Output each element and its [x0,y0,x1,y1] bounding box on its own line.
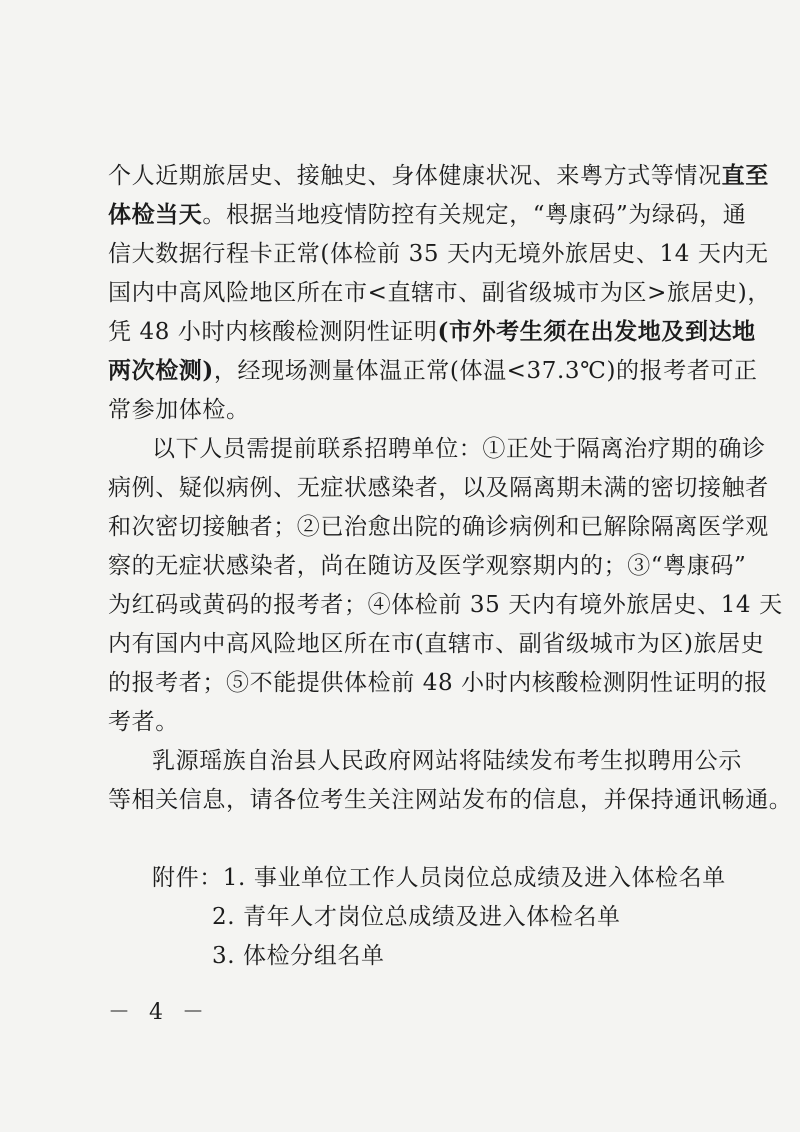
attachment-1: 附件：1. 事业单位工作人员岗位总成绩及进入体检名单 [152,865,726,891]
attachment-3: 3. 体检分组名单 [212,943,385,969]
p2-line-8: 考者。 [108,709,179,735]
p1-line-6-bold: 两次检测) [108,357,214,384]
p2-line-2: 病例、疑似病例、无症状感染者，以及隔离期未满的密切接触者 [108,475,769,501]
p2-line-6: 内有国内中高风险地区所在市(直辖市、副省级城市为区)旅居史 [108,631,765,657]
p1-line-5-text: 凭 48 小时内核酸检测阴性证明 [108,319,438,345]
page-number: － 4 － [108,1000,210,1025]
p1-line-4: 国内中高风险地区所在市<直辖市、副省级城市为区>旅居史)， [108,280,771,306]
p1-line-2 [108,199,747,231]
p1-line-1 [108,160,769,192]
p1-line-5 [108,316,756,348]
p1-line-1-bold: 直至 [721,162,769,189]
p2-line-5: 为红码或黄码的报考者；④体检前 35 天内有境外旅居史、14 天 [108,592,783,618]
p2-line-1: 以下人员需提前联系招聘单位：①正处于隔离治疗期的确诊 [152,436,766,462]
attachment-2: 2. 青年人才岗位总成绩及进入体检名单 [212,904,621,930]
p1-line-3: 信大数据行程卡正常(体检前 35 天内无境外旅居史、14 天内无 [108,241,769,267]
p1-line-1-text: 个人近期旅居史、接触史、身体健康状况、来粤方式等情况 [108,163,722,189]
p1-line-2-bold: 体检当天 [108,201,203,228]
p1-line-7: 常参加体检。 [108,397,250,423]
p2-line-3: 和次密切接触者；②已治愈出院的确诊病例和已解除隔离医学观 [108,514,769,540]
p2-line-7: 的报考者；⑤不能提供体检前 48 小时内核酸检测阴性证明的报 [108,670,768,696]
p3-line-2: 等相关信息，请各位考生关注网站发布的信息，并保持通讯畅通。 [108,787,793,813]
p1-line-2-text: 。根据当地疫情防控有关规定，“粤康码”为绿码，通 [202,202,747,228]
p1-line-6-text: ，经现场测量体温正常(体温<37.3℃)的报考者可正 [213,358,758,384]
p1-line-6 [108,355,758,387]
p2-line-4: 察的无症状感染者，尚在随访及医学观察期内的；③“粤康码” [108,553,747,579]
p3-line-1: 乳源瑶族自治县人民政府网站将陆续发布考生拟聘用公示 [152,748,742,774]
p1-line-5-bold: (市外考生须在出发地及到达地 [437,318,756,345]
